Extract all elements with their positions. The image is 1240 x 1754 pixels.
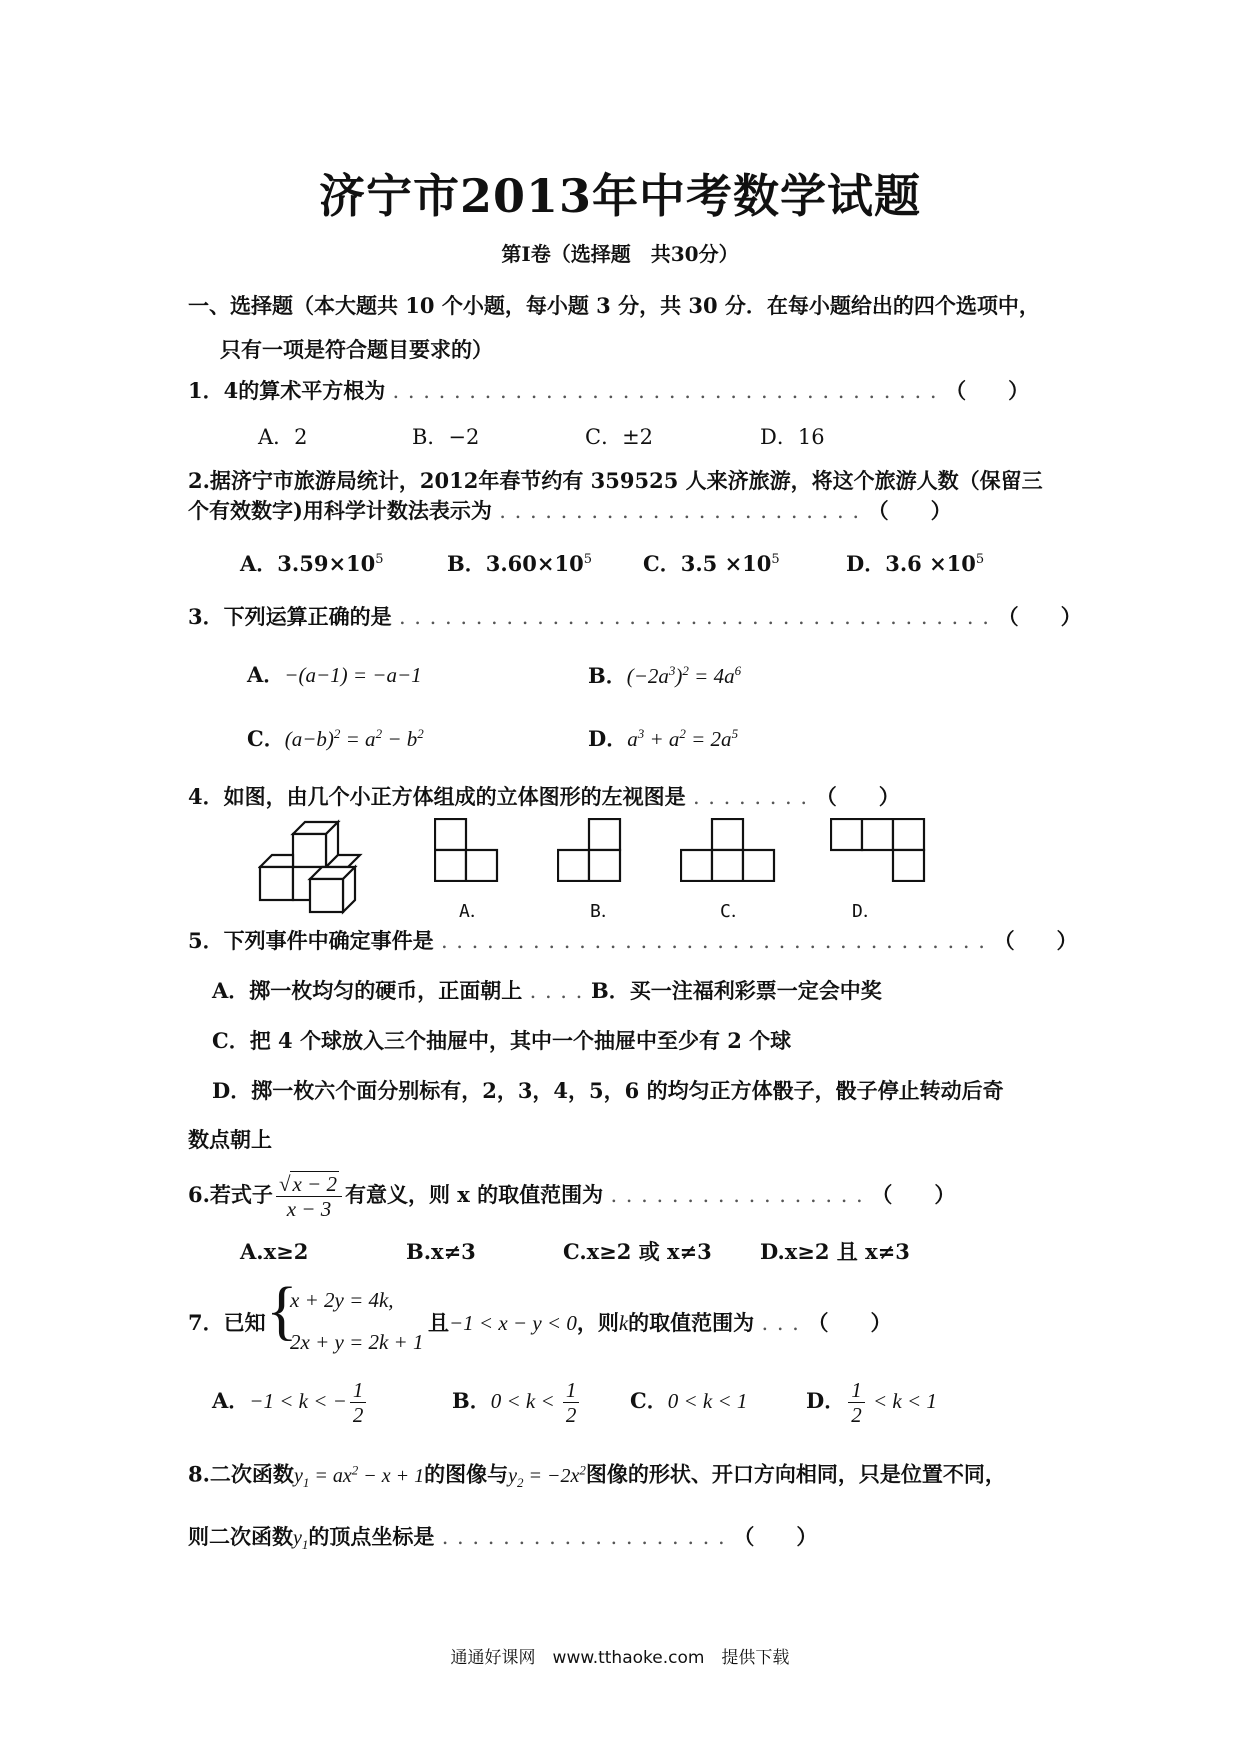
q2-option-a: A．$3.59\times 10^5$ bbox=[240, 551, 384, 576]
q5-leader-dots: . . . . . . . . . . . . . . . . . . . . . . . . . . . . . . . . . . . . bbox=[440, 929, 994, 953]
q6-leader-dots: . . . . . . . . . . . . . . . . . bbox=[610, 1183, 872, 1208]
q5-stem: 5．下列事件中确定事件是 bbox=[188, 928, 434, 953]
q3-answer-paren: （ ） bbox=[997, 604, 1082, 629]
q1-option-a: A．2 bbox=[258, 425, 308, 449]
q1-option-d: D．16 bbox=[760, 425, 825, 449]
q3-stem: 3．下列运算正确的是 bbox=[188, 604, 392, 629]
q5-option-b: B．买一注福利彩票一定会中奖 bbox=[591, 978, 882, 1003]
q7-leader-dots: . . . bbox=[761, 1311, 808, 1335]
question-6 bbox=[188, 1172, 955, 1221]
q2-answer-paren: （ ） bbox=[867, 498, 952, 523]
question-2 bbox=[188, 500, 952, 522]
q7-equation-1: x + 2y = 4k, bbox=[290, 1288, 394, 1312]
view-option-b-figure bbox=[557, 818, 623, 882]
q7-stem-pre: 7．已知 bbox=[188, 1310, 266, 1335]
q5-option-d-line1: D．掷一枚六个面分别标有，2，3，4，5，6 的均匀正方体骰子，骰子停止转动后奇 bbox=[212, 1078, 1004, 1103]
q8-stem-line1: 8.二次函数$y_1 = ax^2 - x + 1$的图像与$y_2 = -2x^2$图像的形状、开口方向相同，只是位置不同， bbox=[188, 1461, 1006, 1490]
q4-option-b: B． bbox=[590, 901, 619, 922]
q1-leader-dots: . . . . . . . . . . . . . . . . . . . . . . . . . . . . . . . . . . . . bbox=[392, 379, 946, 403]
q2-leader-dots: . . . . . . . . . . . . . . . . . . . . . . . . bbox=[499, 499, 868, 523]
q6-stem-post: 有意义，则 x 的取值范围为 bbox=[344, 1182, 604, 1208]
q6-option-c: C.x≥2 或 x≠3 bbox=[563, 1239, 712, 1264]
q2-stem-line1: 2.据济宁市旅游局统计，2012年春节约有 359525 人来济旅游，将这个旅游人数（保留三 bbox=[188, 468, 1043, 493]
q5-options-ab: A．掷一枚均匀的硬币，正面朝上 . . . . B．买一注福利彩票一定会中奖 bbox=[212, 978, 882, 1003]
view-option-c-figure bbox=[680, 818, 776, 882]
q7-system-brace: { bbox=[266, 1274, 298, 1347]
q2-stem-line2: 个有效数字)用科学计数法表示为 bbox=[188, 498, 492, 523]
q2-option-c: C．$3.5 \times 10^5$ bbox=[643, 551, 780, 576]
section-subtitle: 第Ⅰ卷（选择题 共30分） bbox=[501, 242, 739, 266]
q6-stem-pre: 6.若式子 bbox=[188, 1182, 273, 1208]
q6-answer-paren: （ ） bbox=[871, 1182, 956, 1208]
q4-option-a: A． bbox=[459, 901, 488, 922]
cube-stack-figure bbox=[258, 816, 378, 916]
q5-option-d-line2: 数点朝上 bbox=[188, 1127, 272, 1152]
q7-answer-paren: （ ） bbox=[807, 1310, 892, 1335]
section-heading: 一、选择题（本大题共 10 个小题，每小题 3 分，共 30 分．在每小题给出的四个选项中， bbox=[188, 293, 1040, 318]
q4-answer-paren: （ ） bbox=[815, 784, 900, 809]
q4-leader-dots: . . . . . . . . bbox=[692, 785, 816, 809]
q7-option-b: B．0 < k < $\frac{1}{2}$ bbox=[452, 1378, 582, 1427]
q1-stem: 1．4的算术平方根为 bbox=[188, 378, 386, 403]
q7-option-d: D． $\frac{1}{2}$ < k < 1 bbox=[806, 1378, 937, 1428]
q6-option-a: A.x≥2 bbox=[240, 1239, 309, 1264]
page-footer: 通通好课网 www.tthaoke.com 提供下载 bbox=[450, 1648, 790, 1668]
q3-option-a: A．−(a−1) = −a−1 bbox=[247, 662, 422, 687]
q2-option-b: B．$3.60\times 10^5$ bbox=[447, 551, 592, 576]
q3-option-c: C．$(a-b)^2 = a^2 - b^2$ bbox=[247, 726, 424, 751]
q8-leader-dots: . . . . . . . . . . . . . . . . . . . bbox=[441, 1525, 734, 1549]
section-heading-cont: 只有一项是符合题目要求的） bbox=[220, 337, 493, 362]
q1-option-b: B．−2 bbox=[412, 425, 480, 449]
question-5 bbox=[188, 930, 1078, 952]
page-title: 济宁市2013年中考数学试题 bbox=[318, 169, 922, 223]
q4-stem: 4．如图，由几个小正方体组成的立体图形的左视图是 bbox=[188, 784, 686, 809]
q5-option-a: A．掷一枚均匀的硬币，正面朝上 bbox=[212, 978, 523, 1003]
q6-fraction: $\frac{√x - 2}{x - 3}$ bbox=[276, 1172, 342, 1221]
question-7: 且−1 < x − y < 0，则k的取值范围为 . . . （ ） bbox=[428, 1310, 892, 1335]
question-1 bbox=[188, 380, 1029, 402]
q3-leader-dots: . . . . . . . . . . . . . . . . . . . . . . . . . . . . . . . . . . . . . . . bbox=[398, 605, 998, 629]
q4-option-c: C． bbox=[720, 901, 749, 922]
q7-option-a: A．−1 < k < − $\frac{1}{2}$ bbox=[212, 1378, 369, 1427]
q3-option-b: B．$(-2a^3)^2 = 4a^6$ bbox=[588, 663, 742, 688]
q1-answer-paren: （ ） bbox=[945, 378, 1030, 403]
q5-option-c: C．把 4 个球放入三个抽屉中，其中一个抽屉中至少有 2 个球 bbox=[212, 1028, 792, 1053]
q4-option-d: D． bbox=[852, 901, 881, 922]
q6-option-b: B.x≠3 bbox=[406, 1239, 476, 1264]
question-3 bbox=[188, 606, 1082, 628]
q2-option-d: D．$3.6 \times 10^5$ bbox=[846, 551, 985, 576]
q6-option-d: D.x≥2 且 x≠3 bbox=[760, 1239, 910, 1264]
view-option-a-figure bbox=[434, 818, 500, 882]
q3-option-d: D．$a^3 + a^2 = 2a^5$ bbox=[588, 726, 739, 751]
question-8: 则二次函数$y_1$的顶点坐标是 . . . . . . . . . . . . . . . . . . . （ ） bbox=[188, 1524, 818, 1552]
question-4 bbox=[188, 786, 900, 808]
q7-inequality: −1 < x − y < 0 bbox=[449, 1311, 577, 1335]
q7-equation-2: 2x + y = 2k + 1 bbox=[290, 1330, 424, 1354]
q1-option-c: C．±2 bbox=[585, 425, 654, 449]
q5-answer-paren: （ ） bbox=[993, 928, 1078, 953]
view-option-d-figure bbox=[830, 818, 926, 882]
q7-option-c: C．0 < k < 1 bbox=[630, 1388, 748, 1413]
q8-answer-paren: （ ） bbox=[733, 1524, 818, 1549]
